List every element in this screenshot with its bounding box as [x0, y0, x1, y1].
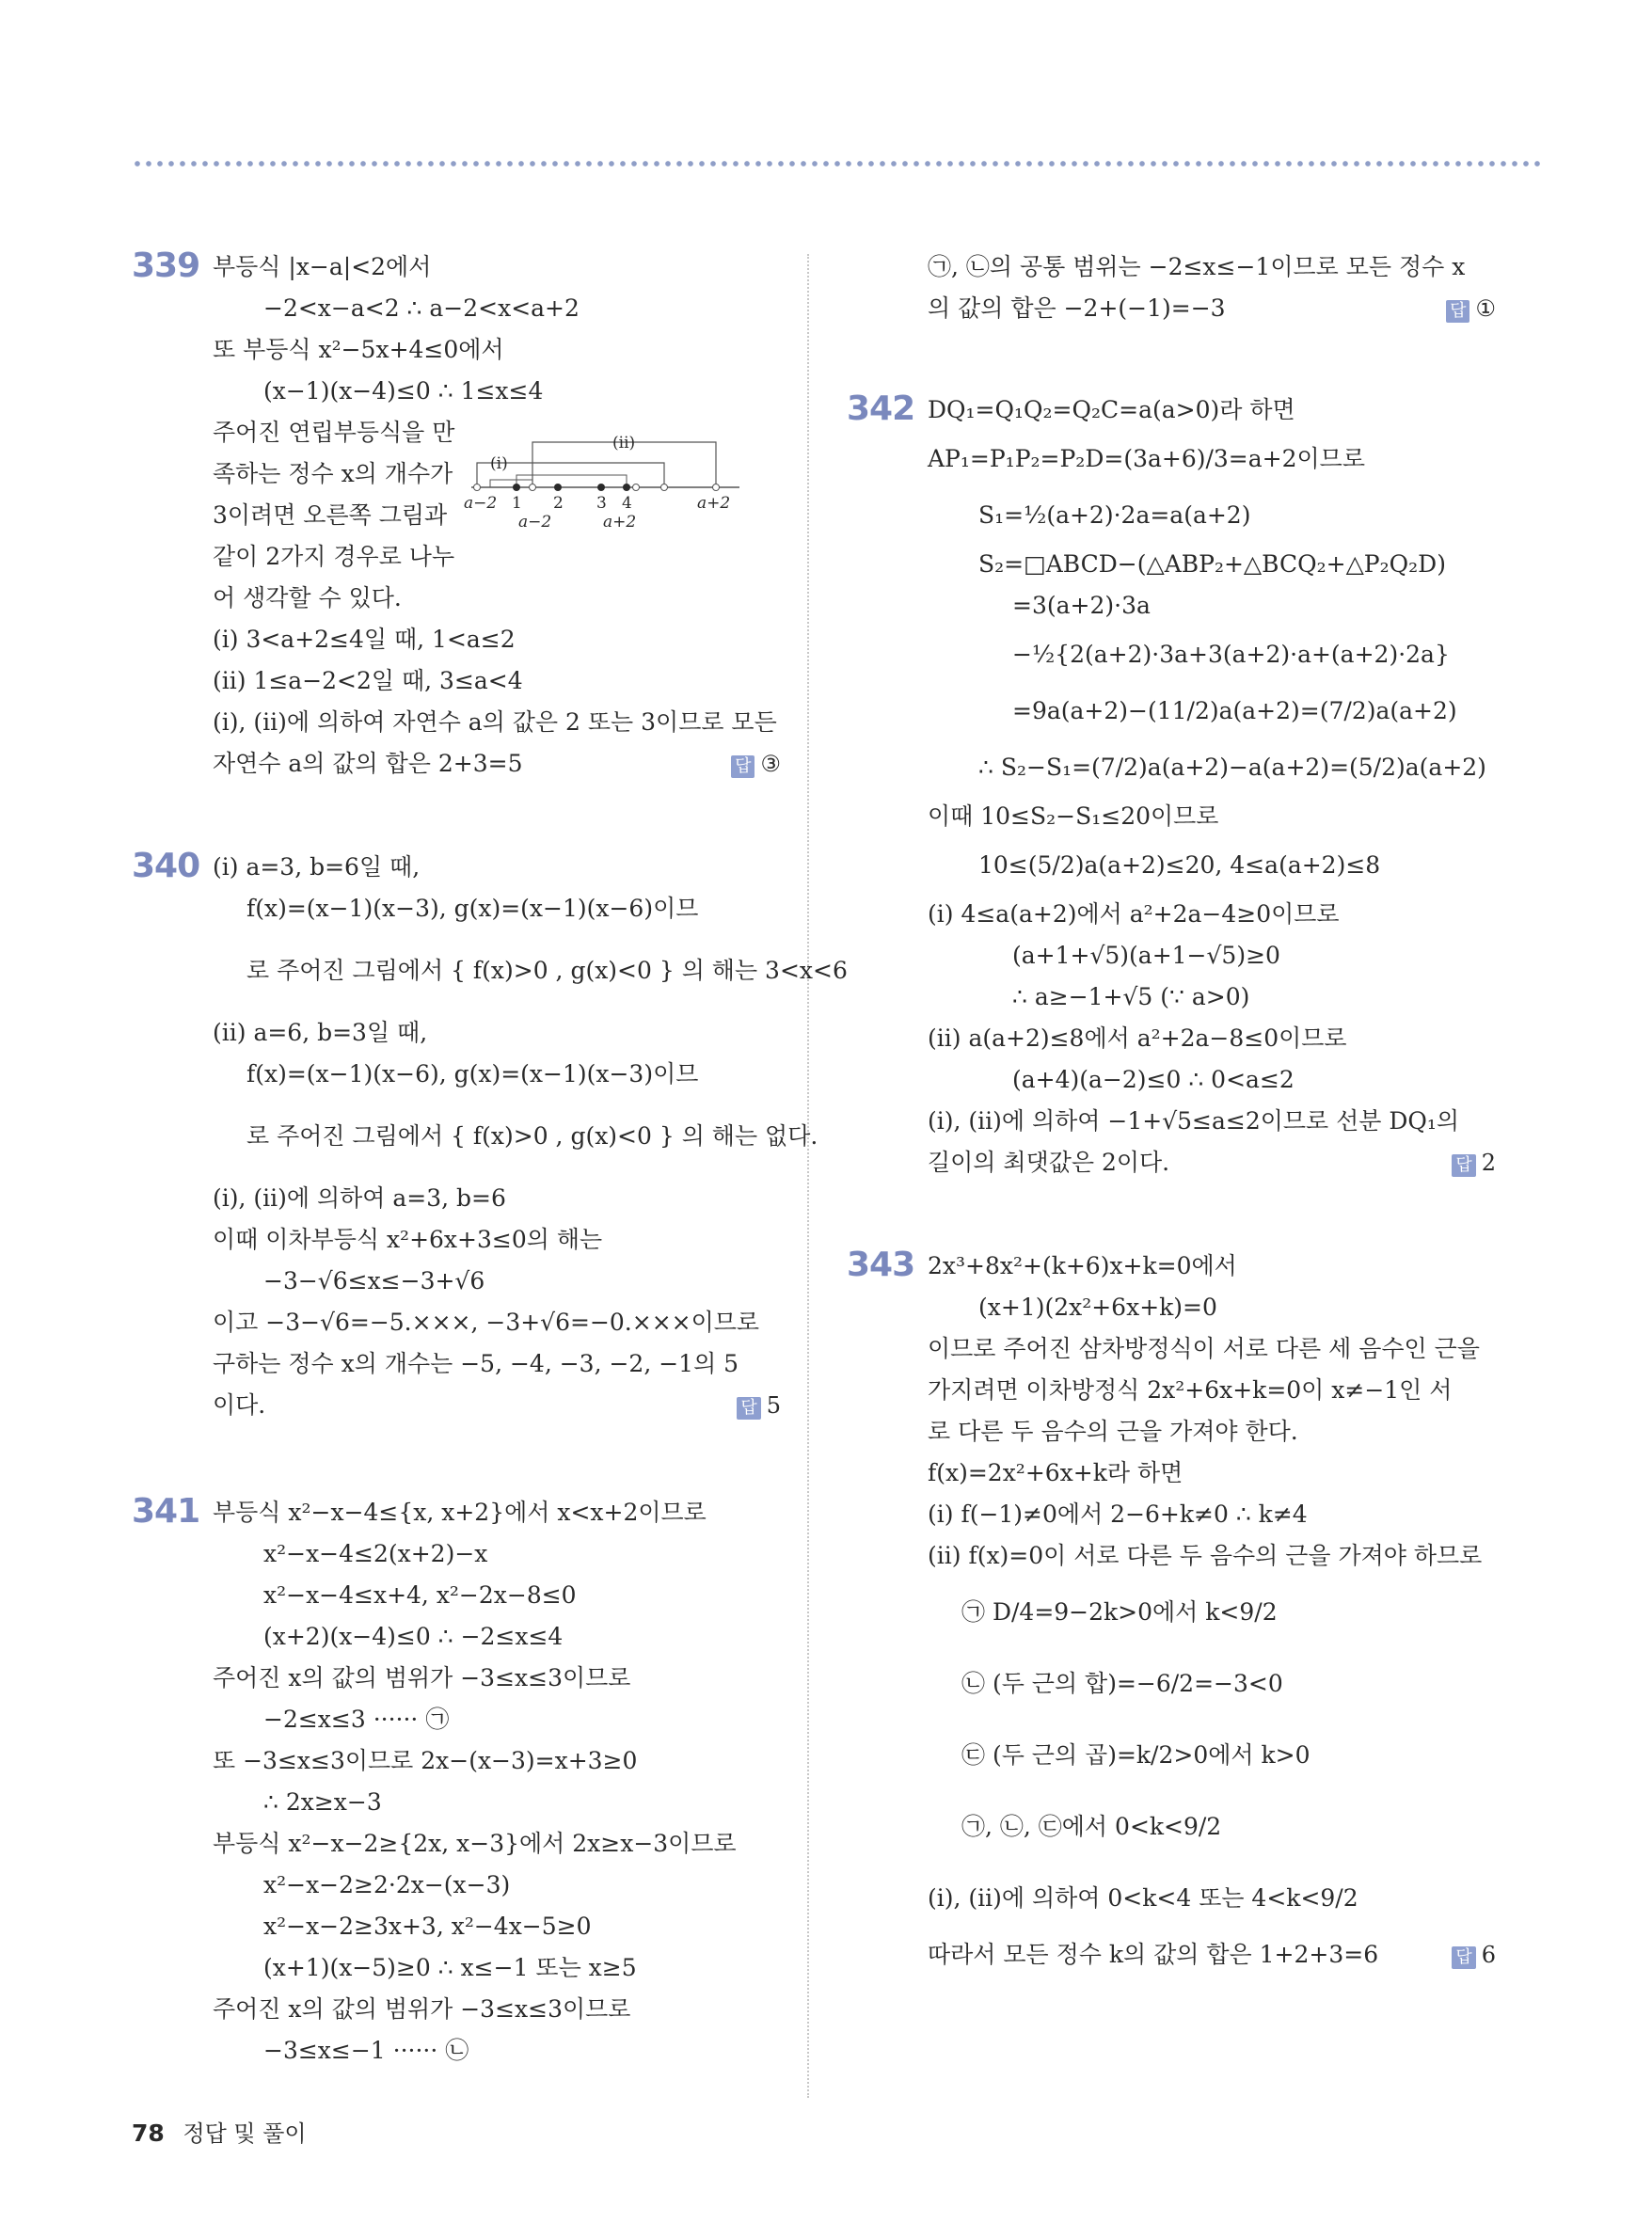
- solution-line: (x−1)(x−4)≤0 ∴ 1≤x≤4: [263, 377, 544, 405]
- solution-line: 주어진 연립부등식을 만: [213, 419, 455, 446]
- solution-line: 가지려면 이차방정식 2x²+6x+k=0이 x≠−1인 서: [928, 1376, 1453, 1404]
- solution-line: AP₁=P₁P₂=P₂D=(3a+6)/3=a+2이므로: [928, 445, 1365, 472]
- answer-value: 2: [1481, 1150, 1496, 1176]
- solution-line: =3(a+2)·3a: [1012, 592, 1151, 619]
- solution-line: 로 주어진 그림에서 { f(x)>0 , g(x)<0 } 의 해는 없다.: [246, 1122, 818, 1150]
- solution-line: ㉠, ㉡, ㉢에서 0<k<9/2: [961, 1813, 1222, 1840]
- answer-tag: 답: [737, 1397, 760, 1420]
- top-dotted-rule: [132, 160, 1543, 167]
- solution-line: (ii) a=6, b=3일 때,: [213, 1019, 428, 1046]
- solution-line: 로 다른 두 음수의 근을 가져야 한다.: [928, 1418, 1298, 1445]
- solution-line: 구하는 정수 x의 개수는 −5, −4, −3, −2, −1의 5: [213, 1350, 739, 1377]
- solution-line: (i), (ii)에 의하여 자연수 a의 값은 2 또는 3이므로 모든: [213, 708, 777, 736]
- answer: [731, 743, 781, 785]
- solution-line: (i) a=3, b=6일 때,: [213, 853, 421, 881]
- tick-label: 4: [622, 494, 632, 513]
- solution-line: (x+1)(2x²+6x+k)=0: [978, 1294, 1217, 1321]
- problem-342: [837, 389, 1496, 1183]
- solution-line: −3≤x≤−1 ······ ㉡: [263, 2037, 469, 2064]
- solution-line: ∴ S₂−S₁=(7/2)a(a+2)−a(a+2)=(5/2)a(a+2): [978, 754, 1486, 781]
- solution-line: (x+2)(x−4)≤0 ∴ −2≤x≤4: [263, 1623, 564, 1650]
- answer-tag: 답: [1452, 1154, 1475, 1177]
- problem-number: 341: [132, 1492, 200, 1531]
- solution-text: 따라서 모든 정수 k의 값의 합은 1+2+3=6: [928, 1941, 1379, 1968]
- solution-line: =9a(a+2)−(11/2)a(a+2)=(7/2)a(a+2): [1012, 697, 1457, 724]
- solution-line-with-answer: [928, 288, 1496, 329]
- solution-line: ∴ a≥−1+√5 (∵ a>0): [1012, 983, 1250, 1010]
- problem-number: 339: [132, 246, 200, 285]
- solution-text: 의 값의 합은 −2+(−1)=−3: [928, 294, 1226, 322]
- solution-line: ㉢ (두 근의 곱)=k/2>0에서 k>0: [961, 1741, 1310, 1769]
- solution-line: (i) 3<a+2≤4일 때, 1<a≤2: [213, 626, 516, 653]
- figure-label: (ii): [612, 434, 636, 453]
- solution-line: S₁=½(a+2)·2a=a(a+2): [978, 501, 1251, 529]
- solution-line: 3이려면 오른쪽 그림과: [213, 501, 448, 529]
- solution-line: (a+4)(a−2)≤0 ∴ 0<a≤2: [1012, 1066, 1295, 1093]
- solution-line: −2<x−a<2 ∴ a−2<x<a+2: [263, 294, 580, 322]
- tick-sub-label: a+2: [603, 513, 637, 532]
- solution-line: 주어진 x의 값의 범위가 −3≤x≤3이므로: [213, 1664, 631, 1691]
- solution-line: f(x)=(x−1)(x−6), g(x)=(x−1)(x−3)이므: [246, 1060, 699, 1088]
- answer-value: ①: [1475, 295, 1496, 322]
- solution-line: −3−√6≤x≤−3+√6: [263, 1267, 485, 1294]
- solution-text: 길이의 최댓값은 2이다.: [928, 1149, 1170, 1176]
- solution-line: f(x)=(x−1)(x−3), g(x)=(x−1)(x−6)이므: [246, 895, 699, 922]
- answer-value: ③: [760, 751, 781, 777]
- solution-line: (a+1+√5)(a+1−√5)≥0: [1012, 942, 1280, 969]
- solution-line: ㉡ (두 근의 합)=−6/2=−3<0: [961, 1670, 1283, 1697]
- page-number: 78: [132, 2120, 165, 2147]
- solution-line: (x+1)(x−5)≥0 ∴ x≤−1 또는 x≥5: [263, 1954, 637, 1981]
- solution-line-with-answer: [213, 743, 781, 785]
- solution-text: 이다.: [213, 1391, 266, 1419]
- tick-label: a+2: [697, 494, 731, 513]
- page-section-label: 정답 및 풀이: [183, 2120, 307, 2147]
- answer-tag: 답: [731, 755, 755, 778]
- tick-label: 3: [596, 494, 607, 513]
- left-column: [132, 246, 848, 2072]
- solution-line: ∴ 2x≥x−3: [263, 1788, 382, 1816]
- solution-line: (i) 4≤a(a+2)에서 a²+2a−4≥0이므로: [928, 900, 1340, 928]
- solution-line: (i), (ii)에 의하여 a=3, b=6: [213, 1184, 506, 1212]
- solution-line-with-answer: [928, 1142, 1496, 1183]
- solution-line: 10≤(5/2)a(a+2)≤20, 4≤a(a+2)≤8: [978, 851, 1381, 879]
- answer: [737, 1385, 781, 1426]
- solution-line: 족하는 정수 x의 개수가: [213, 460, 453, 487]
- solution-line: (i), (ii)에 의하여 0<k<4 또는 4<k<9/2: [928, 1884, 1358, 1912]
- solution-line: −2≤x≤3 ······ ㉠: [263, 1706, 450, 1733]
- solution-line: x²−x−2≥3x+3, x²−4x−5≥0: [263, 1913, 592, 1940]
- solution-line: 또 −3≤x≤3이므로 2x−(x−3)=x+3≥0: [213, 1747, 638, 1774]
- solution-line: 이때 10≤S₂−S₁≤20이므로: [928, 802, 1219, 830]
- solution-line: x²−x−4≤x+4, x²−2x−8≤0: [263, 1581, 577, 1609]
- solution-line: 이때 이차부등식 x²+6x+3≤0의 해는: [213, 1226, 603, 1253]
- solution-line: 같이 2가지 경우로 나누: [213, 543, 455, 570]
- solution-line: (i) f(−1)≠0에서 2−6+k≠0 ∴ k≠4: [928, 1501, 1308, 1528]
- solution-line-with-answer: [213, 1385, 781, 1426]
- answer: [1452, 1142, 1496, 1183]
- solution-line: 부등식 x²−x−4≤{x, x+2}에서 x<x+2이므로: [213, 1499, 707, 1526]
- answer-tag: 답: [1452, 1946, 1475, 1969]
- solution-line: (i), (ii)에 의하여 −1+√5≤a≤2이므로 선분 DQ₁의: [928, 1107, 1460, 1135]
- page-footer: [132, 2115, 307, 2148]
- solution-line: ㉠, ㉡의 공통 범위는 −2≤x≤−1이므로 모든 정수 x: [928, 253, 1466, 280]
- text-with-figure: [213, 412, 781, 619]
- solution-line-with-answer: [928, 1934, 1496, 1976]
- answer-tag: 답: [1446, 300, 1469, 323]
- solution-line: 부등식 |x−a|<2에서: [213, 253, 432, 280]
- solution-line: 로 주어진 그림에서 { f(x)>0 , g(x)<0 } 의 해는 3<x<6: [246, 957, 848, 984]
- solution-line: (ii) f(x)=0이 서로 다른 두 음수의 근을 가져야 하므로: [928, 1542, 1483, 1569]
- solution-line: 2x³+8x²+(k+6)x+k=0에서: [928, 1252, 1237, 1279]
- solution-line: 주어진 x의 값의 범위가 −3≤x≤3이므로: [213, 1995, 631, 2023]
- problem-339: [132, 246, 781, 785]
- solution-line: −½{2(a+2)·3a+3(a+2)·a+(a+2)·2a}: [1012, 641, 1450, 668]
- solution-line: 부등식 x²−x−2≥{2x, x−3}에서 2x≥x−3이므로: [213, 1830, 737, 1857]
- problem-343: [837, 1246, 1496, 1976]
- solution-line: x²−x−2≥2·2x−(x−3): [263, 1871, 511, 1898]
- answer: [1446, 288, 1496, 329]
- solution-line: (ii) 1≤a−2<2일 때, 3≤a<4: [213, 667, 523, 694]
- right-column: [837, 246, 1496, 1976]
- problem-number: 342: [847, 389, 915, 428]
- solution-line: ㉠ D/4=9−2k>0에서 k<9/2: [961, 1598, 1278, 1626]
- number-line-figure: [464, 414, 744, 564]
- problem-341-continued: [837, 246, 1496, 329]
- figure-label: (i): [490, 454, 508, 473]
- solution-line: 이고 −3−√6=−5.×××, −3+√6=−0.×××이므로: [213, 1309, 760, 1336]
- solution-text: 자연수 a의 값의 합은 2+3=5: [213, 750, 523, 777]
- solution-line: S₂=□ABCD−(△ABP₂+△BCQ₂+△P₂Q₂D): [978, 550, 1446, 578]
- tick-label: a−2: [464, 494, 498, 513]
- answer: [1452, 1934, 1496, 1976]
- problem-number: 343: [847, 1246, 915, 1284]
- problem-number: 340: [132, 847, 200, 885]
- answer-value: 5: [766, 1392, 781, 1419]
- tick-sub-label: a−2: [518, 513, 552, 532]
- solution-line: 또 부등식 x²−5x+4≤0에서: [213, 336, 504, 363]
- answer-value: 6: [1481, 1942, 1496, 1968]
- solution-line: 이므로 주어진 삼차방정식이 서로 다른 세 음수인 근을: [928, 1335, 1480, 1362]
- problem-340: [132, 847, 848, 1426]
- solution-line: 어 생각할 수 있다.: [213, 584, 402, 611]
- problem-341: [132, 1492, 781, 2072]
- solution-line: (ii) a(a+2)≤8에서 a²+2a−8≤0이므로: [928, 1024, 1347, 1052]
- solution-line: x²−x−4≤2(x+2)−x: [263, 1540, 488, 1567]
- solution-line: DQ₁=Q₁Q₂=Q₂C=a(a>0)라 하면: [928, 396, 1295, 423]
- solution-line: f(x)=2x²+6x+k라 하면: [928, 1459, 1183, 1486]
- tick-label: 1: [512, 494, 522, 513]
- tick-label: 2: [553, 494, 564, 513]
